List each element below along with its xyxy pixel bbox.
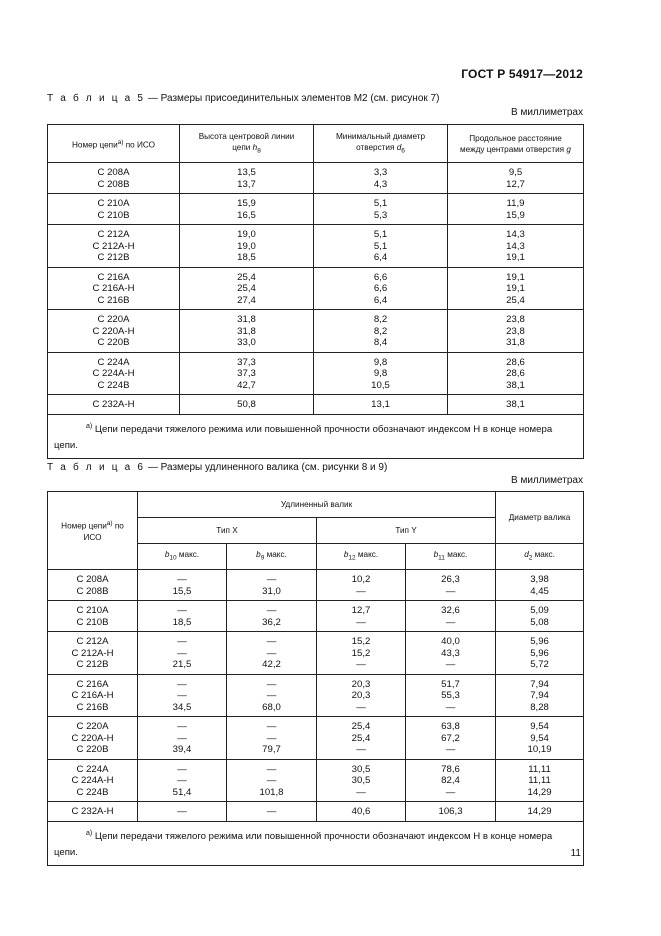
- cell-value: 5,08: [530, 616, 549, 628]
- cell-value: —: [177, 690, 187, 701]
- table5-caption: Т а б л и ц а 5 — Размеры присоединительных элементов М2 (см. рисунок 7): [47, 93, 440, 104]
- table6-footnote: $^{а)}$ Цепи передачи тяжелого режима или повышенной прочности обозначают индексом Н в конце номера цепи.: [48, 821, 584, 865]
- cell-value: 8,4: [373, 337, 388, 348]
- cell-value: С 224А: [97, 356, 130, 368]
- cell-value: С 224В: [97, 379, 130, 391]
- table-row: [48, 310, 584, 353]
- table-row: [48, 163, 584, 194]
- table-cell-b12: [317, 802, 406, 822]
- cell-value: —: [177, 775, 187, 786]
- table6: [47, 491, 584, 866]
- cell-value: 18,5: [237, 252, 256, 263]
- table-cell-h8: [180, 163, 314, 194]
- table-cell-b12: [317, 759, 406, 802]
- cell-value: 23,8: [506, 314, 525, 325]
- table5-col-h8: Высота центровой линии цепи $h_8$: [180, 125, 314, 163]
- table-cell-d2: [496, 674, 584, 717]
- table-row: [48, 802, 584, 822]
- cell-value: —: [177, 636, 187, 647]
- table-cell-b9: [227, 717, 317, 760]
- cell-value: 40,6: [351, 806, 371, 817]
- cell-value: 25,4: [506, 294, 525, 306]
- cell-value: 19,1: [506, 252, 525, 263]
- table-cell-b10: [138, 601, 227, 632]
- cell-value: С 220А: [97, 314, 130, 325]
- table-row: [48, 601, 584, 632]
- cell-value: 23,8: [506, 325, 525, 337]
- table-cell-b10: [138, 802, 227, 822]
- table-cell-b12: [317, 601, 406, 632]
- cell-value: 4,45: [530, 585, 549, 597]
- cell-value: 15,5: [172, 585, 192, 597]
- cell-value: С 210А: [97, 198, 130, 209]
- cell-value: 9,8: [373, 368, 388, 379]
- cell-value: 25,4: [351, 732, 371, 744]
- cell-value: 15,9: [237, 198, 256, 209]
- table-cell-h8: [180, 352, 314, 395]
- cell-value: 19,0: [237, 240, 256, 252]
- cell-value: 25,4: [351, 721, 371, 732]
- table-cell-name: [48, 267, 180, 310]
- table-cell-b9: [227, 674, 317, 717]
- table5-footnote: $^{а)}$ Цепи передачи тяжелого режима или повышенной прочности обозначают индексом Н в конце номера цепи.: [48, 414, 584, 458]
- cell-value: —: [445, 701, 456, 713]
- table-row: [48, 352, 584, 395]
- table-cell-name: [48, 632, 138, 675]
- cell-value: 5,1: [373, 198, 388, 209]
- cell-value: —: [266, 636, 277, 647]
- cell-value: —: [356, 744, 366, 755]
- table-cell-b12: [317, 632, 406, 675]
- table-cell-g: [448, 225, 584, 268]
- table6-col-diameter: Диаметр валика: [496, 492, 584, 544]
- cell-value: 6,6: [373, 271, 388, 283]
- cell-value: 19,1: [506, 271, 525, 283]
- cell-value: —: [266, 732, 277, 744]
- table-cell-b11: [406, 601, 496, 632]
- cell-value: 63,8: [441, 721, 460, 732]
- cell-value: 31,8: [237, 325, 256, 337]
- cell-value: 8,28: [530, 701, 549, 713]
- cell-value: 31,8: [237, 314, 256, 325]
- cell-value: —: [266, 721, 277, 732]
- cell-value: 42,7: [237, 379, 256, 391]
- table-cell-b11: [406, 570, 496, 601]
- table-row: [48, 267, 584, 310]
- cell-value: —: [177, 647, 187, 659]
- cell-value: 3,98: [530, 574, 549, 585]
- table-cell-name: [48, 802, 138, 822]
- cell-value: 79,7: [262, 744, 281, 755]
- cell-value: 106,3: [438, 806, 463, 817]
- cell-value: 68,0: [262, 701, 281, 713]
- table-row: [48, 194, 584, 225]
- table-cell-d6: [314, 395, 448, 415]
- table-row: [48, 674, 584, 717]
- table-cell-b10: [138, 570, 227, 601]
- cell-value: 31,0: [262, 585, 281, 597]
- cell-value: 18,5: [172, 616, 192, 628]
- table-cell-d6: [314, 267, 448, 310]
- table-cell-b11: [406, 802, 496, 822]
- cell-value: 14,3: [506, 240, 525, 252]
- table-cell-b9: [227, 601, 317, 632]
- cell-value: —: [266, 678, 277, 690]
- document-header: ГОСТ Р 54917—2012: [461, 67, 583, 81]
- cell-value: 55,3: [441, 690, 460, 701]
- cell-value: —: [266, 574, 277, 585]
- table-cell-b12: [317, 570, 406, 601]
- cell-value: С 208А: [76, 574, 109, 585]
- cell-value: 5,3: [373, 209, 388, 221]
- cell-value: 13,7: [237, 178, 256, 190]
- cell-value: 13,5: [237, 167, 256, 178]
- cell-value: —: [445, 786, 456, 798]
- table-cell-b12: [317, 717, 406, 760]
- cell-value: —: [445, 659, 456, 670]
- cell-value: 8,2: [373, 314, 388, 325]
- table-row: [48, 395, 584, 415]
- cell-value: 19,1: [506, 283, 525, 294]
- table-cell-b12: [317, 674, 406, 717]
- table-cell-name: [48, 310, 180, 353]
- table-cell-h8: [180, 267, 314, 310]
- cell-value: 14,29: [527, 786, 552, 798]
- table-cell-h8: [180, 225, 314, 268]
- cell-value: С 224А-Н: [92, 368, 135, 379]
- cell-value: 36,2: [262, 616, 281, 628]
- table-cell-g: [448, 163, 584, 194]
- cell-value: С 220В: [97, 337, 130, 348]
- cell-value: 21,5: [172, 659, 192, 670]
- cell-value: 5,09: [530, 605, 549, 616]
- cell-value: С 220А-Н: [92, 325, 135, 337]
- table-cell-d6: [314, 352, 448, 395]
- cell-value: 9,5: [508, 167, 523, 178]
- table6-col-d2: $d_2$ макс.: [496, 544, 584, 570]
- cell-value: 38,1: [506, 399, 525, 410]
- table-cell-name: [48, 717, 138, 760]
- cell-value: С 208В: [97, 178, 130, 190]
- table-cell-b9: [227, 632, 317, 675]
- cell-value: 51,7: [441, 678, 460, 690]
- cell-value: 30,5: [351, 775, 371, 786]
- cell-value: —: [177, 721, 187, 732]
- table-row: [48, 570, 584, 601]
- cell-value: 14,29: [527, 806, 552, 817]
- table-cell-b9: [227, 802, 317, 822]
- cell-value: —: [177, 732, 187, 744]
- table-cell-name: [48, 352, 180, 395]
- cell-value: С 224В: [76, 786, 109, 798]
- table-cell-name: [48, 601, 138, 632]
- table-cell-name: [48, 163, 180, 194]
- table-cell-d2: [496, 632, 584, 675]
- table-cell-g: [448, 267, 584, 310]
- cell-value: 7,94: [530, 690, 549, 701]
- table-cell-d6: [314, 310, 448, 353]
- table-cell-b10: [138, 717, 227, 760]
- table-cell-name: [48, 759, 138, 802]
- cell-value: 11,11: [528, 763, 551, 775]
- cell-value: 9,54: [530, 721, 549, 732]
- table6-col-type-x: Тип X: [138, 518, 317, 544]
- cell-value: 34,5: [172, 701, 192, 713]
- table-cell-d6: [314, 225, 448, 268]
- cell-value: —: [177, 605, 187, 616]
- cell-value: 25,4: [237, 271, 256, 283]
- cell-value: 15,2: [351, 647, 371, 659]
- cell-value: С 216А-Н: [92, 283, 135, 294]
- table6-col-b11: $b_{11}$ макс.: [406, 544, 496, 570]
- cell-value: 6,4: [373, 252, 388, 263]
- table-cell-name: [48, 194, 180, 225]
- cell-value: С 216А: [97, 271, 130, 283]
- cell-value: 38,1: [506, 379, 525, 391]
- table-cell-name: [48, 570, 138, 601]
- cell-value: С 224А-Н: [71, 775, 114, 786]
- table6-col-group-extended-pin: Удлиненный валик: [138, 492, 496, 518]
- cell-value: 19,0: [237, 229, 256, 240]
- cell-value: 6,4: [373, 294, 388, 306]
- cell-value: С 212А: [76, 636, 109, 647]
- table-cell-h8: [180, 395, 314, 415]
- cell-value: —: [356, 585, 366, 597]
- table-cell-h8: [180, 194, 314, 225]
- table5: [47, 124, 584, 459]
- cell-value: 6,6: [373, 283, 388, 294]
- table6-caption: Т а б л и ц а 6 — Размеры удлиненного валика (см. рисунки 8 и 9): [47, 462, 388, 473]
- cell-value: 101,8: [259, 786, 284, 798]
- cell-value: С 210В: [76, 616, 109, 628]
- cell-value: С 220А-Н: [71, 732, 114, 744]
- cell-value: 5,96: [530, 647, 549, 659]
- cell-value: 37,3: [237, 356, 256, 368]
- cell-value: 5,1: [373, 240, 388, 252]
- cell-value: 30,5: [351, 763, 371, 775]
- cell-value: 15,9: [506, 209, 525, 221]
- table-cell-b11: [406, 674, 496, 717]
- cell-value: 26,3: [441, 574, 460, 585]
- cell-value: С 224А: [76, 763, 109, 775]
- cell-value: 11,11: [528, 775, 551, 786]
- cell-value: 20,3: [351, 678, 371, 690]
- cell-value: —: [266, 605, 277, 616]
- cell-value: —: [266, 763, 277, 775]
- cell-value: 32,6: [441, 605, 460, 616]
- table-row: [48, 632, 584, 675]
- cell-value: 82,4: [441, 775, 460, 786]
- table-cell-d6: [314, 194, 448, 225]
- cell-value: 28,6: [506, 368, 525, 379]
- table-row: [48, 717, 584, 760]
- cell-value: 10,2: [351, 574, 371, 585]
- table-cell-b10: [138, 759, 227, 802]
- cell-value: 5,72: [530, 659, 549, 670]
- cell-value: С 210В: [97, 209, 130, 221]
- cell-value: С 212А-Н: [71, 647, 114, 659]
- cell-value: —: [445, 585, 456, 597]
- cell-value: 31,8: [506, 337, 525, 348]
- cell-value: С 232А-Н: [71, 806, 114, 817]
- table6-col-b10: $b_{10}$ макс.: [138, 544, 227, 570]
- cell-value: 10,5: [371, 379, 390, 391]
- cell-value: 37,3: [237, 368, 256, 379]
- cell-value: —: [356, 659, 366, 670]
- cell-value: С 216В: [76, 701, 109, 713]
- cell-value: С 210А: [76, 605, 109, 616]
- table6-col-chain: Номер цепи$^{а)}$ по ИСО: [48, 492, 138, 570]
- cell-value: 9,54: [530, 732, 549, 744]
- table-cell-name: [48, 674, 138, 717]
- cell-value: С 232А-Н: [92, 399, 135, 410]
- cell-value: —: [266, 775, 277, 786]
- table-cell-b10: [138, 674, 227, 717]
- cell-value: 13,1: [371, 399, 390, 410]
- cell-value: 27,4: [237, 294, 256, 306]
- cell-value: С 220В: [76, 744, 109, 755]
- cell-value: С 216А-Н: [71, 690, 114, 701]
- cell-value: 43,3: [441, 647, 460, 659]
- cell-value: —: [177, 574, 187, 585]
- table-row: [48, 759, 584, 802]
- cell-value: —: [356, 786, 366, 798]
- cell-value: С 208А: [97, 167, 130, 178]
- cell-value: С 208В: [76, 585, 109, 597]
- cell-value: 12,7: [506, 178, 525, 190]
- cell-value: 39,4: [172, 744, 192, 755]
- cell-value: С 212В: [97, 252, 130, 263]
- cell-value: 20,3: [351, 690, 371, 701]
- cell-value: 5,1: [373, 229, 388, 240]
- cell-value: —: [266, 690, 277, 701]
- cell-value: —: [356, 616, 366, 628]
- cell-value: С 212А-Н: [92, 240, 135, 252]
- table-cell-b9: [227, 570, 317, 601]
- cell-value: 51,4: [172, 786, 192, 798]
- cell-value: 33,0: [237, 337, 256, 348]
- table-cell-d2: [496, 601, 584, 632]
- table6-col-b9: $b_9$ макс.: [227, 544, 317, 570]
- table-cell-d2: [496, 570, 584, 601]
- cell-value: С 220А: [76, 721, 109, 732]
- table-cell-h8: [180, 310, 314, 353]
- cell-value: С 212В: [76, 659, 109, 670]
- cell-value: —: [356, 701, 366, 713]
- cell-value: 8,2: [373, 325, 388, 337]
- cell-value: 12,7: [351, 605, 371, 616]
- table-cell-name: [48, 395, 180, 415]
- cell-value: —: [177, 763, 187, 775]
- cell-value: 9,8: [373, 356, 388, 368]
- cell-value: С 216В: [97, 294, 130, 306]
- cell-value: 28,6: [506, 356, 525, 368]
- cell-value: 25,4: [237, 283, 256, 294]
- table-cell-b11: [406, 717, 496, 760]
- table5-col-g: Продольное расстояние между центрами отверстия g: [448, 125, 584, 163]
- table-cell-d2: [496, 717, 584, 760]
- table-cell-b11: [406, 759, 496, 802]
- table6-col-type-y: Тип Y: [317, 518, 496, 544]
- table-cell-g: [448, 395, 584, 415]
- cell-value: 78,6: [441, 763, 460, 775]
- table-cell-name: [48, 225, 180, 268]
- cell-value: —: [445, 616, 456, 628]
- table-cell-g: [448, 194, 584, 225]
- cell-value: —: [266, 806, 277, 817]
- cell-value: 11,9: [506, 198, 525, 209]
- table5-col-chain: Номер цепи$^{а)}$ по ИСО: [48, 125, 180, 163]
- table5-unit: В миллиметрах: [511, 107, 583, 118]
- cell-value: 42,2: [262, 659, 281, 670]
- table-cell-b10: [138, 632, 227, 675]
- table-row: [48, 225, 584, 268]
- table6-unit: В миллиметрах: [511, 475, 583, 486]
- table-cell-b9: [227, 759, 317, 802]
- table-cell-d2: [496, 759, 584, 802]
- cell-value: —: [177, 678, 187, 690]
- cell-value: 67,2: [441, 732, 460, 744]
- table5-col-d6: Минимальный диаметр отверстия $d_6$: [314, 125, 448, 163]
- cell-value: 7,94: [530, 678, 549, 690]
- cell-value: 10,19: [527, 744, 552, 755]
- table-cell-b11: [406, 632, 496, 675]
- cell-value: —: [177, 806, 187, 817]
- cell-value: 50,8: [237, 399, 256, 410]
- cell-value: —: [266, 647, 277, 659]
- cell-value: 5,96: [530, 636, 549, 647]
- cell-value: 40,0: [441, 636, 460, 647]
- cell-value: С 212А: [97, 229, 130, 240]
- cell-value: 4,3: [373, 178, 388, 190]
- cell-value: 14,3: [506, 229, 525, 240]
- table6-col-b12: $b_{12}$ макс.: [317, 544, 406, 570]
- table-cell-d6: [314, 163, 448, 194]
- table-cell-d2: [496, 802, 584, 822]
- cell-value: 16,5: [237, 209, 256, 221]
- cell-value: 3,3: [373, 167, 388, 178]
- cell-value: —: [445, 744, 456, 755]
- table-cell-g: [448, 310, 584, 353]
- cell-value: 15,2: [351, 636, 371, 647]
- table-cell-g: [448, 352, 584, 395]
- cell-value: С 216А: [76, 678, 109, 690]
- page-number: 11: [570, 848, 581, 859]
